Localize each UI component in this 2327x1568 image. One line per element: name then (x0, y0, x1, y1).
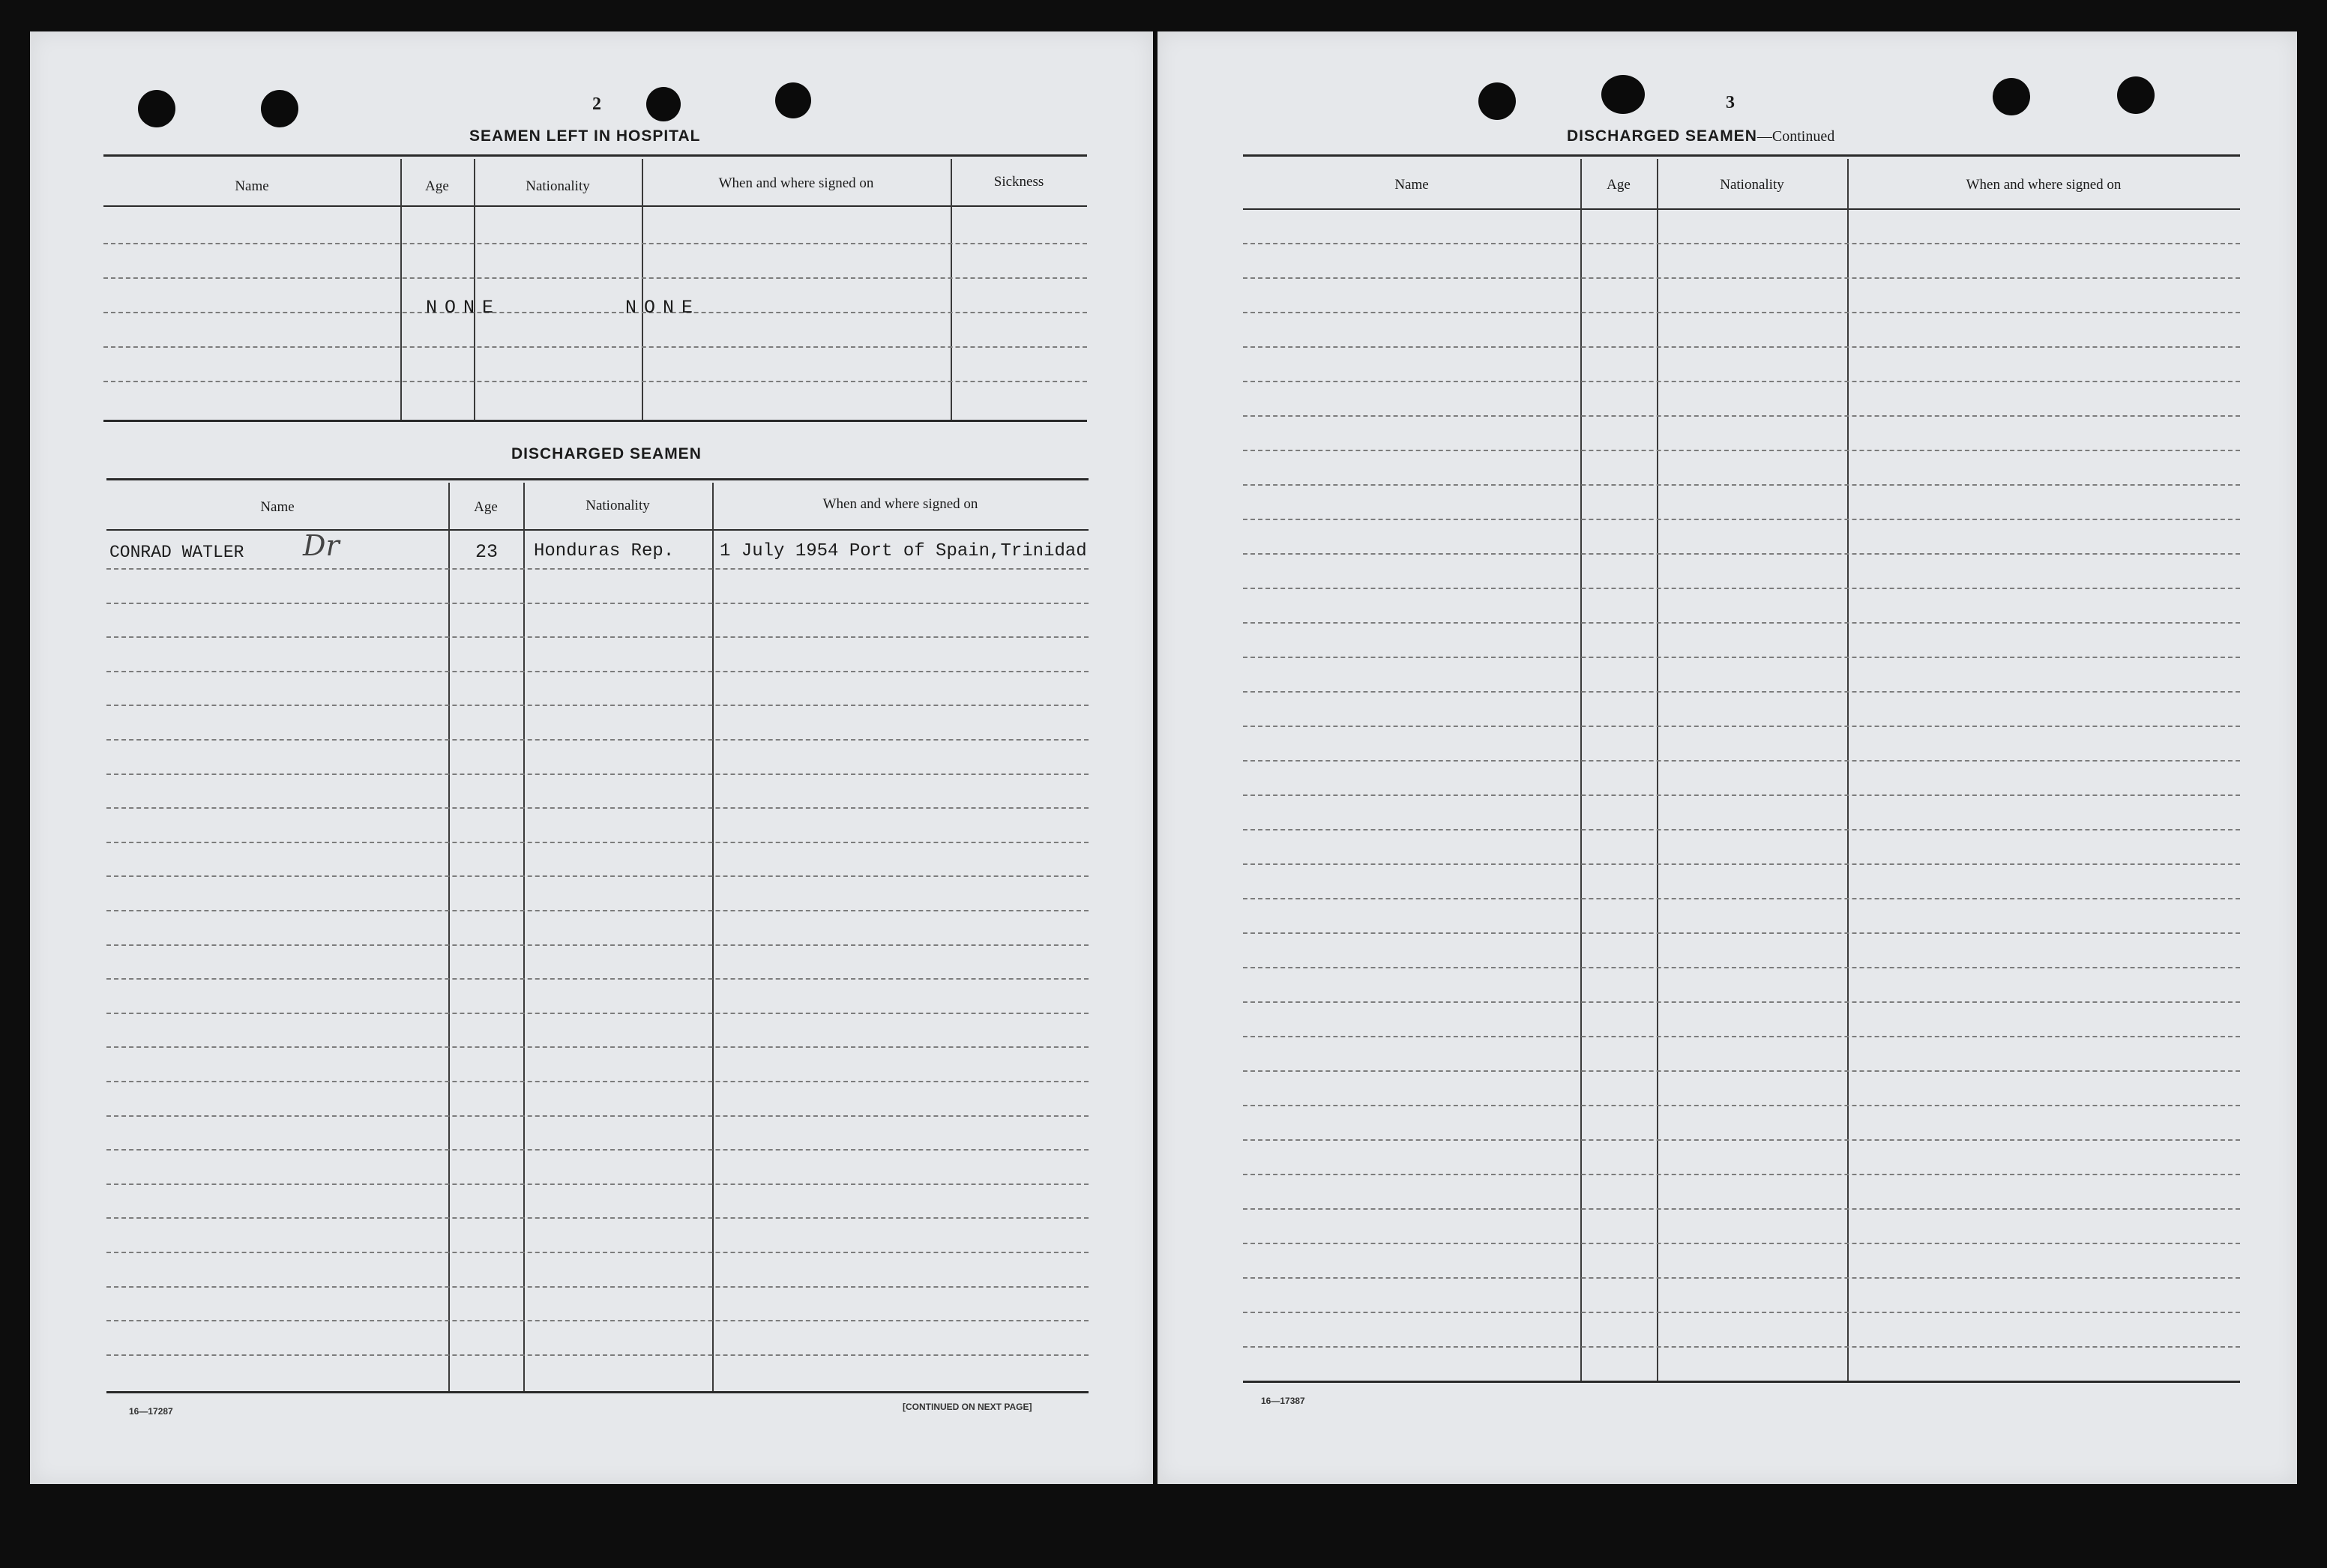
col-nationality: Nationality (1720, 177, 1784, 193)
ruled-row-line (106, 636, 1089, 638)
hospital-col-name: Name (235, 178, 269, 194)
discharged-table-top-rule (106, 478, 1089, 480)
continued-section-title (1567, 127, 1834, 145)
discharged-table-bottom-rule (106, 1391, 1089, 1393)
ruled-row-line (1243, 243, 2240, 244)
left-page (30, 31, 1153, 1484)
ruled-row-line (106, 1252, 1089, 1253)
ruled-row-line (1243, 1277, 2240, 1279)
ruled-row-line (106, 875, 1089, 877)
ruled-row-line (1243, 588, 2240, 589)
seaman-nationality: Honduras Rep. (534, 541, 675, 561)
hospital-entry-none: NONE (426, 297, 502, 319)
ruled-row-line (106, 842, 1089, 843)
title-continued: —Continued (1756, 128, 1835, 145)
hospital-col-signed-on: When and where signed on (718, 175, 874, 191)
discharged-col-nationality: Nationality (585, 498, 650, 513)
discharged-col-signed-on: When and where signed on (822, 496, 978, 512)
ruled-row-line (106, 807, 1089, 809)
ruled-row-line (106, 1354, 1089, 1356)
hospital-col-nationality: Nationality (526, 178, 590, 194)
hospital-col-sickness: Sickness (993, 174, 1044, 190)
ruled-row-line (1243, 450, 2240, 451)
ruled-row-line (1243, 932, 2240, 934)
col-divider (1657, 159, 1658, 1381)
punch-hole (775, 82, 811, 118)
seaman-name: CONRAD WATLER (109, 543, 244, 562)
page-number: 2 (592, 94, 601, 114)
ruled-row-line (1243, 519, 2240, 520)
hospital-row-line (103, 243, 1087, 244)
ruled-row-line (106, 944, 1089, 946)
hospital-section-title: SEAMEN LEFT IN HOSPITAL (469, 127, 701, 145)
ruled-row-line (1243, 381, 2240, 382)
punch-hole (2117, 76, 2155, 114)
hospital-col-age: Age (425, 178, 449, 194)
ruled-row-line (1243, 1036, 2240, 1037)
ruled-row-line (1243, 1105, 2240, 1106)
discharged-col-divider (712, 483, 714, 1391)
discharged-section-title: DISCHARGED SEAMEN (511, 445, 702, 462)
ruled-row-line (1243, 1139, 2240, 1141)
ruled-row-line (106, 1046, 1089, 1048)
hospital-row-line (103, 277, 1087, 279)
discharged-col-name: Name (260, 499, 295, 515)
ruled-row-line (106, 705, 1089, 706)
ruled-row-line (1243, 346, 2240, 348)
ruled-row-line (1243, 622, 2240, 624)
ruled-row-line (1243, 277, 2240, 279)
ruled-row-line (106, 774, 1089, 775)
col-age: Age (1607, 177, 1631, 193)
title-main: DISCHARGED SEAMEN (1567, 127, 1757, 145)
ruled-row-line (1243, 794, 2240, 796)
hospital-entry-none: NONE (625, 297, 701, 319)
punch-hole (1478, 82, 1516, 120)
form-number: 16—17387 (1261, 1396, 1305, 1406)
hospital-header-rule (103, 205, 1087, 207)
punch-hole (646, 87, 681, 121)
ruled-row-line (1243, 1208, 2240, 1210)
ruled-row-line (1243, 657, 2240, 658)
ruled-row-line (106, 910, 1089, 911)
seaman-age: 23 (475, 541, 499, 563)
table-bottom-rule (1243, 1381, 2240, 1383)
punch-hole (138, 90, 175, 127)
ruled-row-line (1243, 829, 2240, 830)
ruled-row-line (106, 1286, 1089, 1288)
handwritten-initials: Dr (303, 529, 340, 562)
ruled-row-line (1243, 553, 2240, 555)
hospital-row-line (103, 381, 1087, 382)
ruled-row-line (1243, 1174, 2240, 1175)
ruled-row-line (1243, 691, 2240, 693)
form-number: 16—17287 (129, 1406, 173, 1417)
ruled-row-line (1243, 312, 2240, 313)
punch-hole (261, 90, 298, 127)
discharged-col-age: Age (474, 499, 498, 515)
hospital-table-top-rule (103, 154, 1087, 157)
seaman-signed-on: 1 July 1954 Port of Spain,Trinidad (720, 541, 1087, 561)
ruled-row-line (106, 1081, 1089, 1082)
ruled-row-line (106, 568, 1089, 570)
ruled-row-line (106, 739, 1089, 741)
hospital-row-line (103, 312, 1087, 313)
ruled-row-line (1243, 1346, 2240, 1348)
punch-hole (1601, 75, 1645, 114)
hospital-table-bottom-rule (103, 420, 1087, 422)
discharged-col-divider (523, 483, 525, 1391)
col-divider (1847, 159, 1849, 1381)
ruled-row-line (1243, 415, 2240, 417)
table-header-rule (1243, 208, 2240, 210)
ruled-row-line (106, 978, 1089, 980)
col-divider (1580, 159, 1582, 1381)
ruled-row-line (1243, 1070, 2240, 1072)
punch-hole (1993, 78, 2030, 115)
page-number: 3 (1726, 93, 1735, 112)
ruled-row-line (106, 1183, 1089, 1185)
ruled-row-line (106, 671, 1089, 672)
ruled-row-line (1243, 1243, 2240, 1244)
right-page (1158, 31, 2297, 1484)
col-name: Name (1394, 177, 1429, 193)
ruled-row-line (106, 603, 1089, 604)
col-signed-on: When and where signed on (1966, 177, 2122, 193)
discharged-header-rule (106, 529, 1089, 531)
ruled-row-line (1243, 484, 2240, 486)
table-top-rule (1243, 154, 2240, 157)
ruled-row-line (106, 1115, 1089, 1117)
ruled-row-line (1243, 760, 2240, 762)
ruled-row-line (1243, 863, 2240, 865)
ruled-row-line (106, 1013, 1089, 1014)
continued-note: [CONTINUED ON NEXT PAGE] (903, 1402, 1032, 1412)
ruled-row-line (106, 1217, 1089, 1219)
ruled-row-line (106, 1149, 1089, 1151)
ruled-row-line (1243, 898, 2240, 899)
hospital-row-line (103, 346, 1087, 348)
ruled-row-line (1243, 1312, 2240, 1313)
ruled-row-line (1243, 726, 2240, 727)
ruled-row-line (1243, 1001, 2240, 1003)
ruled-row-line (1243, 967, 2240, 968)
ruled-row-line (106, 1320, 1089, 1321)
discharged-col-divider (448, 483, 450, 1391)
